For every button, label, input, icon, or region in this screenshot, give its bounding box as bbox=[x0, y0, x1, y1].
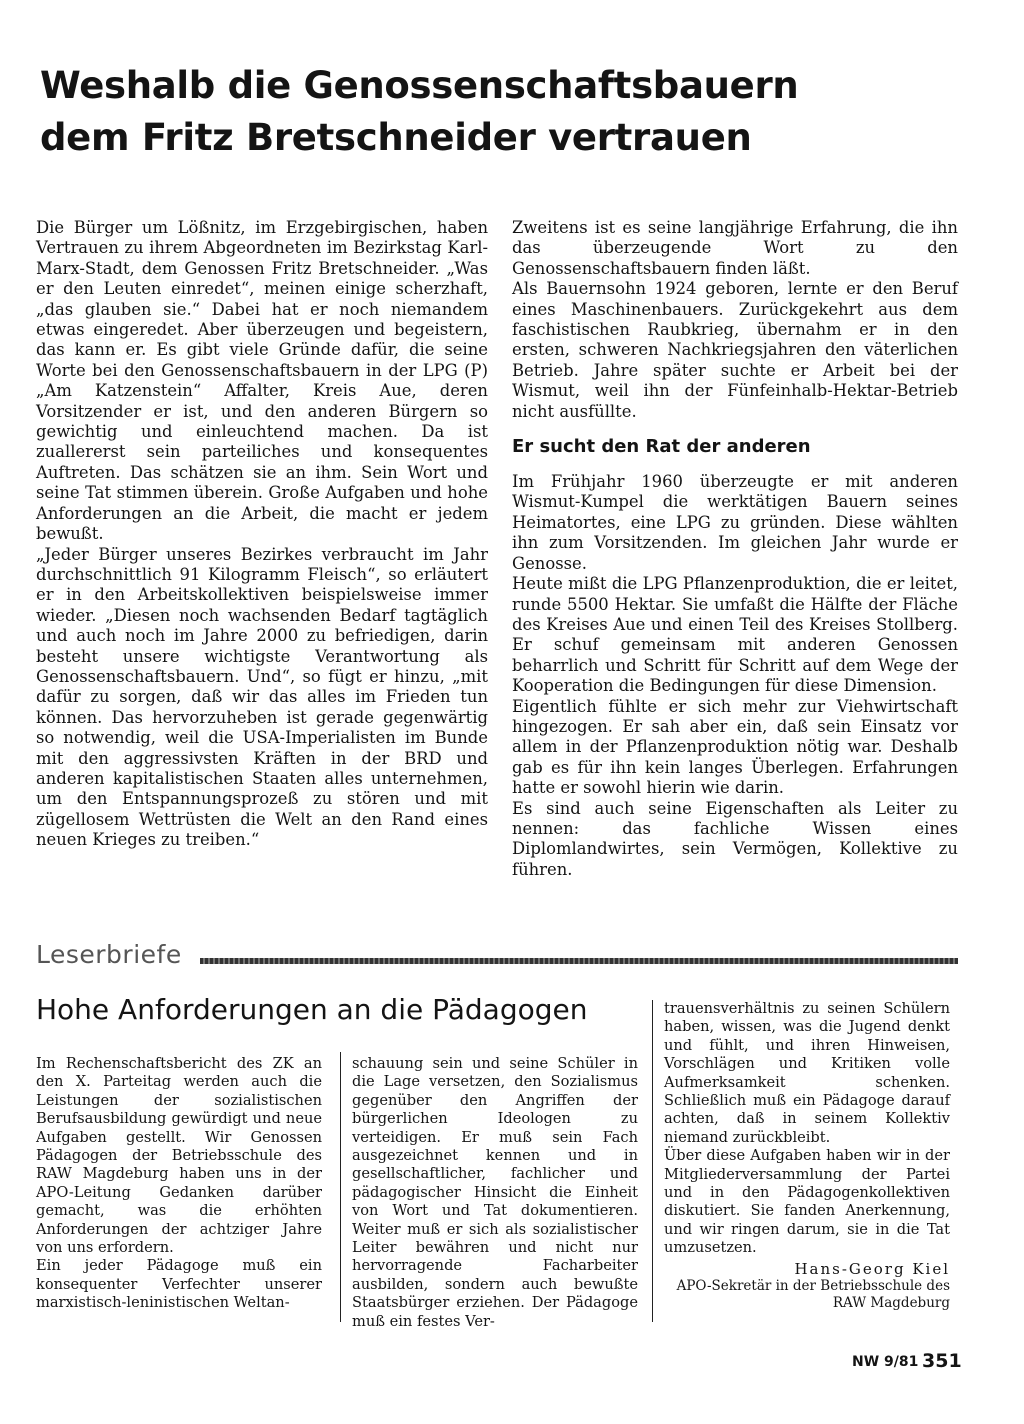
article-column-2 bbox=[512, 218, 958, 880]
letter-column-3 bbox=[664, 1000, 950, 1312]
page-number: 351 bbox=[922, 1350, 962, 1372]
author-name: Hans-Georg Kiel bbox=[794, 1259, 950, 1278]
letter-paragraph: trauensverhältnis zu seinen Schülern haben, wissen, was die Jugend denkt und fühlt, und ihren Hinweisen, Vorschlägen und Kritiken volle Aufmerksamkeit schenken. Schließlich muß ein Pädagoge darauf achten, daß in seinem Kollektiv niemand zurückbleibt. bbox=[664, 1000, 950, 1146]
article-paragraph: Als Bauernsohn 1924 geboren, lernte er den Beruf eines Maschinenbauers. Zurückgekehrt aus dem faschistischen Raubkrieg, übernahm er in den ersten, schweren Nachkriegsjahren den väterlichen Betrieb. Jahre später suchte er Arbeit bei der Wismut, weil ihn der Fünfeinhalb-Hektar-Betrieb nicht ausfüllte. bbox=[512, 279, 958, 421]
article-paragraph: Es sind auch seine Eigenschaften als Leiter zu nennen: das fachliche Wissen eines Diplomlandwirtes, sein Vermögen, Kollektive zu führen. bbox=[512, 798, 958, 879]
letter-paragraph: Ein jeder Pädagoge muß ein konsequenter Verfechter unserer marxistisch-leninistischen Weltan- bbox=[36, 1257, 322, 1312]
section-divider bbox=[200, 958, 958, 964]
article-paragraph: Heute mißt die LPG Pflanzenproduktion, die er leitet, runde 5500 Hektar. Sie umfaßt die Hälfte der Fläche des Kreises Aue und einen Teil des Kreises Stollberg. Er schuf gemeinsam mit anderen Genossen beharrlich und Schritt für Schritt auf dem Wege der Kooperation die Bedingungen für diese Dimension. bbox=[512, 574, 958, 696]
letter-headline: Hohe Anforderungen an die Pädagogen bbox=[36, 993, 588, 1026]
article-paragraph: Im Frühjahr 1960 überzeugte er mit anderen Wismut-Kumpel die werktätigen Bauern seines Heimatortes, eine LPG zu gründen. Diese wählten ihn zum Vorsitzenden. Im gleichen Jahr wurde er Genosse. bbox=[512, 472, 958, 573]
article-paragraph: Eigentlich fühlte er sich mehr zur Viehwirtschaft hingezogen. Er sah aber ein, daß sein Einsatz vor allem in der Pflanzenproduktion nötig war. Deshalb gab es für ihn kein langes Überlegen. Erfahrungen hatte er sowohl hierin wie darin. bbox=[512, 696, 958, 798]
headline-line-2: dem Fritz Bretschneider vertrauen bbox=[40, 116, 752, 159]
author-role-line-2: RAW Magdeburg bbox=[832, 1295, 950, 1312]
article-subheading: Er sucht den Rat der anderen bbox=[512, 436, 811, 458]
issue-label: NW 9/81 bbox=[852, 1354, 919, 1370]
column-divider bbox=[340, 1052, 341, 1322]
letter-column-2 bbox=[352, 1055, 638, 1331]
article-paragraph: Zweitens ist es seine langjährige Erfahrung, die ihn das überzeugende Wort zu den Genossenschaftsbauern finden läßt. bbox=[512, 218, 958, 278]
article-column-1 bbox=[36, 218, 488, 851]
article-headline bbox=[40, 60, 1000, 164]
article-paragraph: „Jeder Bürger unseres Bezirkes verbraucht im Jahr durchschnittlich 91 Kilogramm Fleisch“, so erläutert er in den Arbeitskollektiven beispielsweise immer wieder. „Diesen noch wachsenden Bedarf tagtäglich und auch noch im Jahre 2000 zu befriedigen, darin besteht unsere wichtigste Verantwortung als Genossenschaftsbauern. Und“, so fügt er hinzu, „mit dafür zu sorgen, daß wir das alles im Frieden tun können. Das hervorzuheben ist gerade gegenwärtig so notwendig, weil die USA-Imperialisten im Bunde mit den aggressivsten Kräften in der BRD und anderen kapitalistischen Staaten alles unternehmen, um den Entspannungsprozeß zu stören und mit zügellosem Wettrüsten die Welt an den Rand eines neuen Krieges zu treiben.“ bbox=[36, 544, 488, 850]
letter-paragraph: Über diese Aufgaben haben wir in der Mitgliederversammlung der Partei und in den Pädagogenkollektiven diskutiert. Sie fanden Anerkennung, und wir ringen darum, sie in die Tat umzusetzen. bbox=[664, 1147, 950, 1257]
letter-paragraph: Im Rechenschaftsbericht des ZK an den X. Parteitag werden auch die Leistungen der sozialistischen Berufsausbildung gewürdigt und neue Aufgaben gestellt. Wir Genossen Pädagogen der Betriebsschule des RAW Magdeburg haben uns in der APO-Leitung Gedanken darüber gemacht, was die erhöhten Anforderungen der achtziger Jahre von uns erfordern. bbox=[36, 1055, 322, 1257]
letter-column-1 bbox=[36, 1055, 322, 1313]
author-role-line-1: APO-Sekretär in der Betriebsschule des bbox=[676, 1278, 950, 1295]
section-label: Leserbriefe bbox=[36, 940, 182, 969]
article-paragraph: Die Bürger um Lößnitz, im Erzgebirgischen, haben Vertrauen zu ihrem Abgeordneten im Bezirkstag Karl-Marx-Stadt, dem Genossen Fritz Bretschneider. „Was er den Leuten einredet“, meinen einige scherzhaft, „das glauben sie.“ Dabei hat er noch niemandem etwas eingeredet. Aber überzeugen und begeistern, das kann er. Es gibt viele Gründe dafür, die seine Worte bei den Genossenschaftsbauern in der LPG (P) „Am Katzenstein“ Affalter, Kreis Aue, deren Vorsitzender er ist, und den anderen Bürgern so gewichtig und einleuchtend machen. Da ist zuallererst sein parteiliches und konsequentes Auftreten. Das schätzen sie an ihm. Sein Wort und seine Tat stimmen überein. Große Aufgaben und hohe Anforderungen an die Arbeit, die macht er jedem bewußt. bbox=[36, 218, 488, 544]
letter-paragraph: schauung sein und seine Schüler in die Lage versetzen, den Sozialismus gegenüber den Angriffen der bürgerlichen Ideologen zu verteidigen. Er muß sein Fach ausgezeichnet kennen und in gesellschaftlicher, fachlicher und pädagogischer Hinsicht die Einheit von Wort und Tat dokumentieren. Weiter muß er sich als sozialistischer Leiter bewähren und nicht nur hervorragende Facharbeiter ausbilden, sondern auch bewußte Staatsbürger erziehen. Der Pädagoge muß ein festes Ver- bbox=[352, 1055, 638, 1330]
column-divider bbox=[652, 1000, 653, 1322]
headline-line-1: Weshalb die Genossenschaftsbauern bbox=[40, 64, 799, 107]
